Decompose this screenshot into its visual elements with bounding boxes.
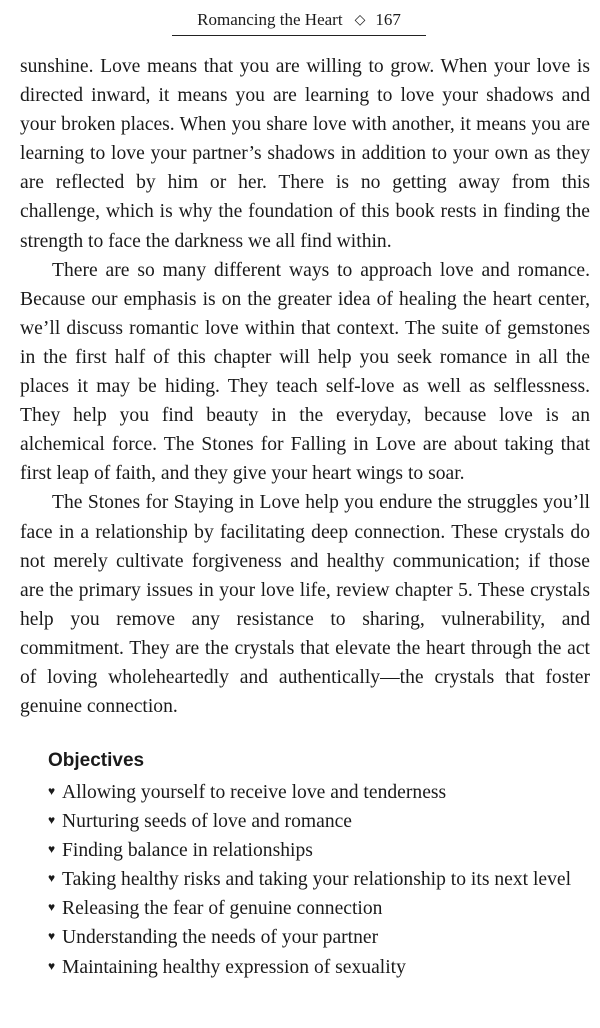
list-item-text: Understanding the needs of your partner — [62, 927, 379, 949]
heart-bullet-icon: ♥ — [48, 900, 56, 915]
list-item-text: Releasing the fear of genuine connection — [62, 898, 383, 920]
running-head — [172, 8, 426, 36]
body-text — [20, 52, 590, 721]
heart-bullet-icon: ♥ — [48, 958, 56, 973]
heart-bullet-icon: ♥ — [48, 871, 56, 886]
list-item-text: Nurturing seeds of love and romance — [62, 811, 353, 833]
list-item-text: Taking healthy risks and taking your relationship to its next level — [62, 869, 572, 891]
heart-bullet-icon: ♥ — [48, 929, 56, 944]
list-item — [48, 953, 588, 982]
list-item — [48, 923, 588, 952]
objectives-heading: Objectives — [48, 750, 145, 771]
paragraph-2: There are so many different ways to approach love and romance. Because our emphasis is on the greater idea of healing the heart center, we’ll discuss romantic love within that context. The suite of gemstones in the first half of this chapter will help you seek romance in all the places it may be hiding. They teach self-love as well as selflessness. They help you find beauty in the everyday, because love is an alchemical force. The Stones for Falling in Love are about taking that first leap of faith, and they give your heart wings to soar. — [20, 259, 590, 485]
list-item — [48, 778, 588, 807]
objectives-list — [48, 778, 588, 982]
paragraph-1: sunshine. Love means that you are willing to grow. When your love is directed inward, it means you are learning to love your shadows and your broken places. When you share love with another, it means you are learning to love your partner’s shadows in addition to your own as they are reflected by him or her. There is no getting away from this challenge, which is why the foundation of this book rests in finding the strength to face the darkness we all find within. — [20, 56, 590, 252]
list-item — [48, 836, 588, 865]
list-item — [48, 807, 588, 836]
running-title: Romancing the Heart — [197, 10, 343, 29]
page-number: 167 — [375, 10, 401, 29]
heart-bullet-icon: ♥ — [48, 784, 56, 798]
list-item-text: Allowing yourself to receive love and tenderness — [62, 782, 447, 803]
heart-bullet-icon: ♥ — [48, 842, 56, 857]
list-item-text: Maintaining healthy expression of sexuality — [62, 956, 406, 978]
list-item — [48, 865, 588, 894]
list-item — [48, 894, 588, 923]
objectives-section — [48, 748, 588, 982]
heart-bullet-icon: ♥ — [48, 813, 56, 828]
paragraph-3: The Stones for Staying in Love help you endure the struggles you’ll face in a relationship by facilitating deep connection. These crystals do not merely cultivate forgiveness and healthy communication; if those are the primary issues in your love life, review chapter 5. These crystals help you remove any resistance to sharing, vulnerability, and commitment. They are the crystals that elevate the heart through the act of loving wholeheartedly and authentically—the crystals that foster genuine connection. — [20, 492, 590, 718]
diamond-outline-icon: ◇ — [354, 13, 366, 28]
list-item-text: Finding balance in relationships — [62, 840, 313, 862]
